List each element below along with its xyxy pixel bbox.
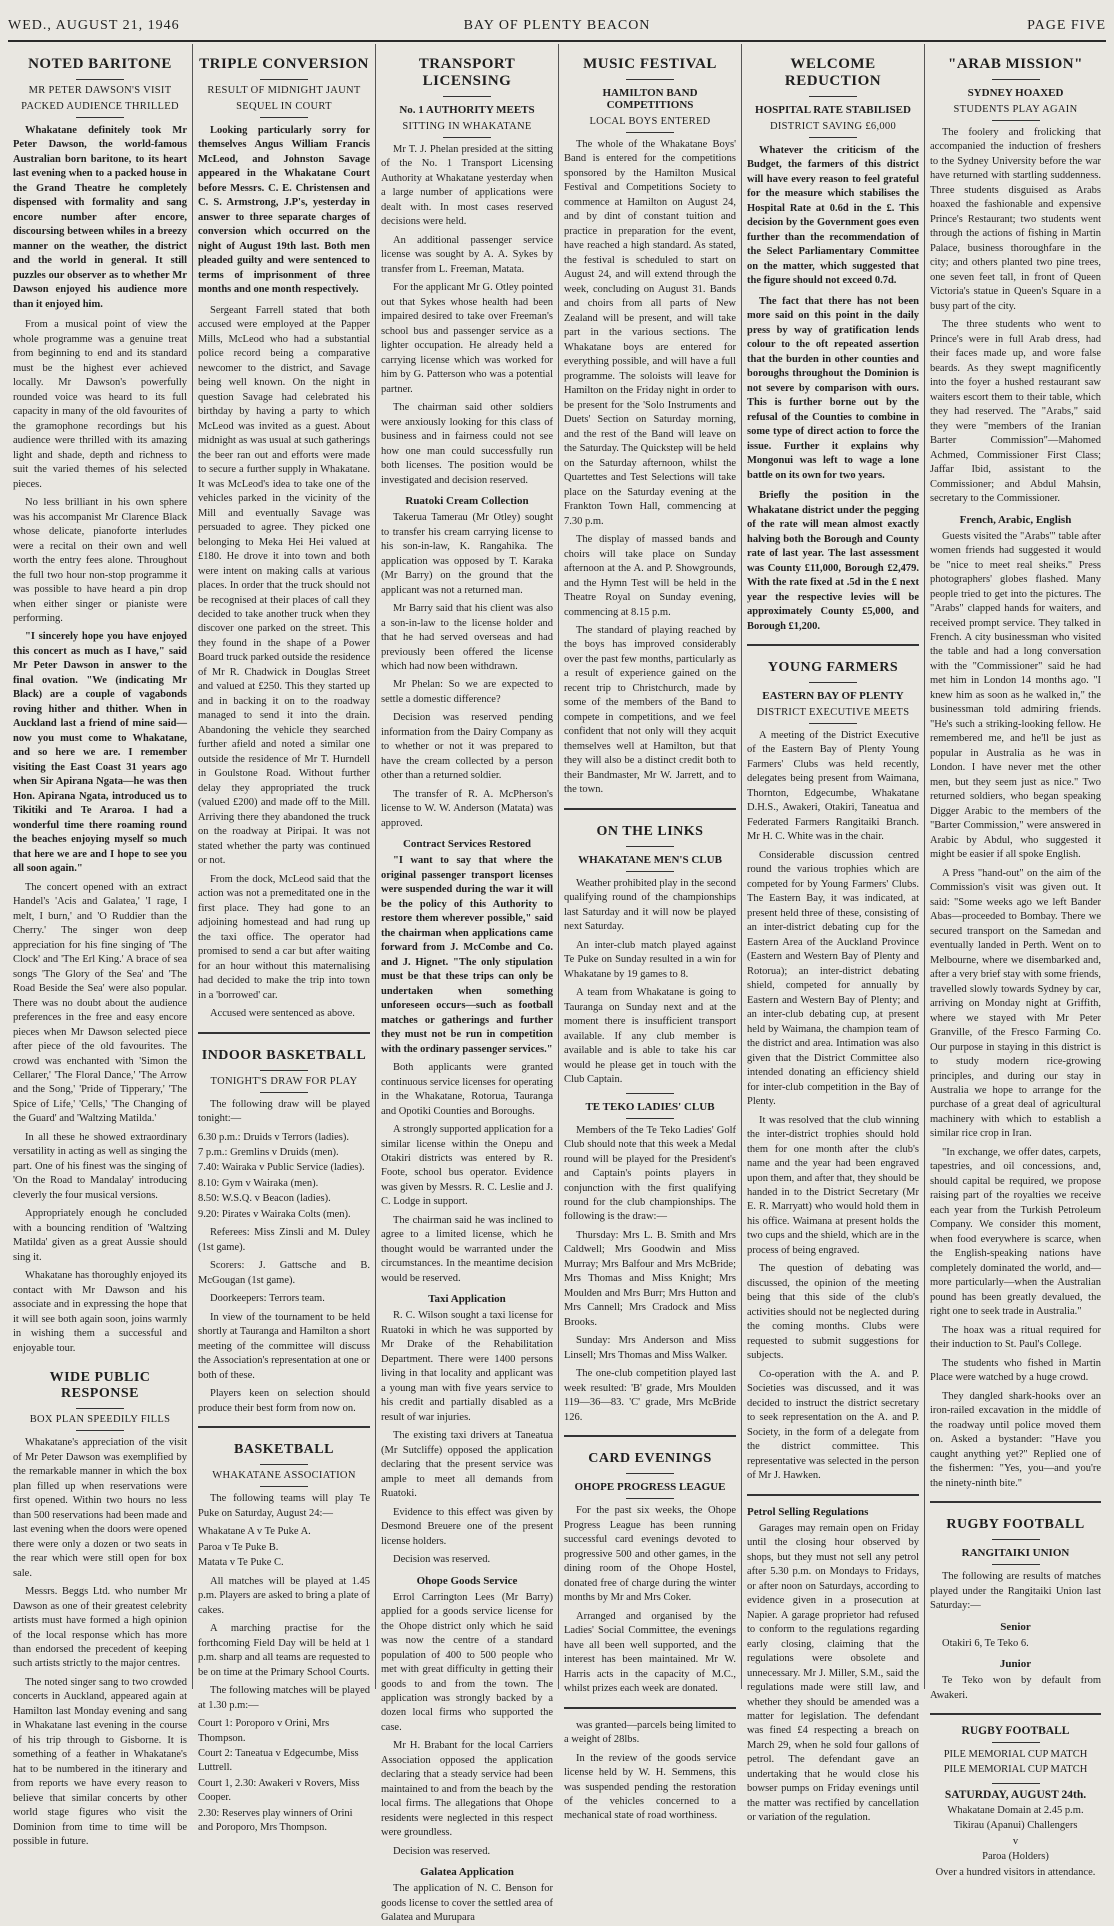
- paragraph: Accused were sentenced as above.: [210, 1008, 355, 1020]
- paragraph: Sergeant Farrell stated that both accused were employed at the Papper Mills, McLeod who had a substantial police record being a comparative newcomer to the district, and Savage being well known. On the night in question Savage had celebrated his birthday by having a party to which McLeod was invited as a guest. About midnight as was usual at such gatherings the beer ran out and efforts were made to secure a further supply in Whakatane. It was McLeod's idea to take one of the vehicles parked in the vicinity of the Mill and eventually Savage was persuaded to agree. They picked one belonging to Meka Hei Hei valued at £180. He drove it into town and both were intent on making calls at various places. In order that the truck should not be recognised at their places of call they decided to take another truck when they discover one parked on the street. This they found in the shape of a Power Board truck parked outside the residence of Mr R. Chadwick in Douglas Street and valued at £250. This they started up and in backing it on to the roadway managed to send it into the drain. Abandoning the vehicle they searched further afield and noted a similar one outside the residence of Mr T. Hurndell in Goulstone Road. Without further delay they appropriated the truck (valued £200) and made off to the Mill. Arriving there they abandoned the truck on the roadway at Piripai. It was not stated whether the party was continued or not.: [198, 304, 370, 867]
- page-number: PAGE FIVE: [1027, 18, 1106, 33]
- subheading: RANGITAIKI UNION: [961, 1547, 1070, 1560]
- fixture-line: Paroa v Te Puke B.: [198, 1541, 279, 1553]
- divider: [260, 1464, 308, 1465]
- grade-label: Senior: [1000, 1620, 1031, 1633]
- divider: [992, 120, 1040, 121]
- paragraph: The chairman said he was inclined to agree to a limited license, which he thought would be warranted under the circumstances. In the meantime decision would be reserved.: [381, 1214, 553, 1284]
- paragraph: Referees: Miss Zinsli and M. Duley (1st game).: [198, 1227, 370, 1253]
- crosshead: Ohope Goods Service: [416, 1574, 518, 1587]
- paragraph: An inter-club match played against Te Puke on Sunday resulted in a win for Whakatane by 19 games to 8.: [564, 939, 736, 980]
- crosshead: French, Arabic, English: [959, 513, 1072, 526]
- paragraph: From a musical point of view the whole programme was a genuine treat from beginning to end and its standard must be the highest ever achieved locally. Mr Dawson's powerfully rounded voice was heard to its full capacity in many of the old favourites of the gramophone recordings but his audience were thrilled with its amazing light and shade, depth and richness to suit the varied themes of his selected pieces.: [13, 319, 187, 490]
- advert-line: PILE MEMORIAL CUP MATCH: [943, 1764, 1088, 1776]
- divider: [626, 1118, 674, 1119]
- column-music-festival: [559, 44, 742, 1822]
- paragraph: The whole of the Whakatane Boys' Band is entered for the competitions sponsored by the Hamilton Musical Festival and Competitions Society to commence at Hamilton on August 24, and by dint of constant tuition and practice in preparation for the event, have reached a high standard. As stated, the festival is scheduled to start on August 24, and will extend through the week, concluding on August 31. Bands and choirs from all parts of New Zealand will be present, and will take part in the various sections. The Whakatane boys are entered for everything possible, and will have a full programme. The soloists will leave for Hamilton on the Friday night in order to be present for the 'Solo Instruments and Duets' Section on Saturday morning, and the rest of the Band will leave on the Saturday. The Quickstep will be held on the Saturday afternoon, whilst the Quartettes and Test Selections will take place on the Saturday evening at the Frankton Town Hall, commencing at 7.30 p.m.: [564, 139, 736, 527]
- divider: [260, 1070, 308, 1071]
- divider: [443, 96, 491, 97]
- subheading: DISTRICT EXECUTIVE MEETS: [756, 706, 910, 718]
- section-divider: [564, 808, 736, 810]
- paragraph: The students who fished in Martin Place were watched by a huge crowd.: [930, 1357, 1101, 1384]
- paragraph: Decision was reserved.: [393, 1845, 491, 1857]
- divider: [992, 1783, 1040, 1784]
- paragraph: They dangled shark-hooks over an iron-railed excavation in the middle of the roadway until police moved them on. Asked a bystander: "Have you caught anything yet?" Replied one of the fishermen: "Yes, you—and you're the ninety-ninth bite.": [930, 1390, 1101, 1489]
- paragraph: The following are results of matches played under the Rangitaiki Union last Saturday:—: [930, 1571, 1101, 1612]
- newspaper-name: BAY OF PLENTY BEACON: [463, 18, 651, 33]
- paragraph: For the applicant Mr G. Otley pointed out that Sykes whose health had been impaired desired to take over Freeman's school bus and passenger service as a lighter occupation. He already held a carrying license which was worked for him by G. Patterson who was a potential partner.: [381, 282, 553, 395]
- result-line: Otakiri 6, Te Teko 6.: [942, 1637, 1029, 1649]
- paragraph: "I want to say that where the original passenger transport licenses were suspended during the war it will be the policy of this Authority to restore them wherever possible," said the chairman when applications came forward from J. McCombe and Co. and J. Hignet. "The only stipulation must be that these trips can only be undertaken when something unforeseen occurs—such as football matches or gatherings and further they must not be run in competition with the ordinary passenger services.": [381, 855, 553, 1055]
- paragraph: A marching practise for the forthcoming Field Day will be held at 1 p.m. sharp and all teams are requested to be on time at the Primary School Courts.: [198, 1623, 370, 1678]
- paragraph: Mr H. Brabant for the local Carriers Association opposed the application declaring that a steady service had been maintained to and from the beach by the local firms. The allegations that Ohope residents were neglected in this respect were groundless.: [381, 1740, 553, 1839]
- divider: [260, 1486, 308, 1487]
- section-divider: [564, 1435, 736, 1437]
- fixture-line: Whakatane A v Te Puke A.: [198, 1526, 311, 1538]
- lead-paragraph: Looking particularly sorry for themselves Angus William Francis McLeod, and Johnston Savage appeared in the Whakatane Court before Messrs. C. E. Christensen and C. S. Armstrong, J.P's, yesterday in answer to three separate charges of conversion which occurred on the night of August 19th last. Both men pleaded guilty and were sentenced to terms of imprisonment of three months and one month respectively.: [198, 125, 370, 296]
- paragraph: The display of massed bands and choirs will take place on Sunday afternoon at the A. and P. Showgrounds, and the Hymn Test will be held in the Theatre Royal on Sunday evening, commencing at 8.15 p.m.: [564, 534, 736, 618]
- paragraph: From the dock, McLeod said that the action was not a premeditated one in the first place. They had gone to an adjoining homestead and had rung up the taxi office. The operator had promised to send a car but after waiting for an hour without this maternalising had decided to make the trip into town in a 'borrowed' car.: [198, 873, 370, 1001]
- paragraph: It was resolved that the club winning the inter-district trophies should hold them for one month after the club's name and the year had been engraved upon them, and after that, they should be handed in to the District Secretary (Mr E. R. Marryatt) who would hold them in his office. Waimana at present holds the two cups and the shield, which are in the process of being engraved.: [747, 1114, 919, 1256]
- divider: [626, 1498, 674, 1499]
- paragraph: In view of the tournament to be held shortly at Tauranga and Hamilton a short meeting of the committee will discuss the Association's representation at one or both of these.: [198, 1311, 370, 1381]
- paragraph: Considerable discussion centred round the various trophies which are competed for by Young Farmers' Clubs. The Eastern Bay, it was indicated, at present held three of these, consisting of an inter-district debating cup for the Eastern Area of the Auckland Province (Eastern and Western Bay of Plenty and Rotorua); an inter-district debating shield, competed for annually by Eastern and Western Bay of Plenty; and an inter-club debating cup, at present held by Waimana, the champion team of the district and area. Intimation was also given that the District Committee also intended donating an efficiency shield for inter-club competition in the Bay of Plenty.: [747, 849, 919, 1108]
- paragraph: A meeting of the District Executive of the Eastern Bay of Plenty Young Farmers' Clubs was held recently, delegates being present from Waimana, Thornton, Edgecumbe, Whakatane D.H.S., Awakeri, Otakiri, Taneatua and Federated Farmers Rangitaiki Branch. Mr H. C. White was in the chair.: [747, 729, 919, 843]
- draw-line: 7.40: Wairaka v Public Service (ladies).: [198, 1162, 365, 1174]
- paragraph: The existing taxi drivers at Taneatua (Mr Sutcliffe) opposed the application declaring that the present service was ample to meet all demands from Ruatoki.: [381, 1430, 553, 1500]
- subheading: SEQUEL IN COURT: [236, 101, 332, 112]
- divider: [992, 1742, 1040, 1743]
- divider: [809, 723, 857, 724]
- section-headline: CARD EVENINGS: [588, 1451, 712, 1467]
- section-headline: BASKETBALL: [234, 1442, 334, 1458]
- divider: [809, 682, 857, 683]
- paragraph: "I sincerely hope you have enjoyed this concert as much as I have," said Mr Peter Dawson in answer to the final ovation. "We (indicating Mr Black) are a couple of vagabonds roving hither and thither. When in Auckland last a friend of mine said—now you must come to Whakatane, and so here we are. I remember visiting the East Coast 31 years ago when Sir Apirana Ngata—he was then Hon. Apirana Ngata, introduced us to Tikitiki and Te Araroa. I had a wonderful time there roaming round the beaches enjoying myself so much that here we are and I hope to see you all soon again.": [13, 631, 187, 875]
- paragraph: The question of debating was discussed, the opinion of the meeting being that this side of the club's activities should not be neglected during the coming months. Clubs were requested to submit suggestions for subjects.: [747, 1263, 919, 1362]
- crosshead: Galatea Application: [420, 1866, 514, 1879]
- advert-date: SATURDAY, AUGUST 24th.: [944, 1788, 1087, 1801]
- fixture-line: Court 2: Taneatua v Edgecumbe, Miss Luttrell.: [198, 1747, 359, 1774]
- paragraph: The standard of playing reached by the boys has improved considerably over the past few months, particularly as a result of experience gained on the recent trip to Christchurch, made by some of the members of the Band to compete in competitions, and we feel confident that not only will they acquit themselves well at Hamilton, but that they will also be a distinct credit both to their Bandmaster, Mr W. Jarrett, and to the town.: [564, 624, 736, 796]
- advert-line: Over a hundred visitors in attendance.: [935, 1866, 1096, 1878]
- lead-paragraph: Briefly the position in the Whakatane district under the pegging of the rate will mean almost exactly halving both the Borough and County rate of last year. The last assessment was County £11,000, Borough £2,479. With the rate fixed at .5d in the £ next year the respective levies will be approximately County £5,000, and Borough £1,200.: [747, 490, 919, 632]
- subheading: WHAKATANE ASSOCIATION: [212, 1470, 356, 1482]
- paragraph: Whakatane's appreciation of the visit of Mr Peter Dawson was exemplified by the remarkable manner in which the box plan filled up when reservations were first opened. Within two hours no less than 500 reservations had been made and last evening when the doors were opened there were only a dozen or two seats in the rear which were still open for box sale.: [13, 1437, 187, 1579]
- section-divider: [930, 1713, 1101, 1715]
- fixture-line: Court 1: Poroporo v Orini, Mrs Thompson.: [198, 1718, 330, 1744]
- paragraph: Mr T. J. Phelan presided at the sitting of the No. 1 Transport Licensing Authority at Whakatane yesterday when a large number of applications were dealt with. In most cases reserved decisions were held.: [381, 144, 553, 228]
- divider: [260, 1092, 308, 1093]
- divider: [626, 79, 674, 80]
- subheading: MR PETER DAWSON'S VISIT: [28, 85, 172, 96]
- paragraph: An additional passenger service license was sought by A. A. Sykes by transfer from L. Freeman, Matata.: [381, 234, 553, 275]
- paragraph: Players keen on selection should produce their best form from now on.: [198, 1388, 370, 1414]
- advert-line: v: [1012, 1835, 1019, 1847]
- section-divider: [198, 1426, 370, 1428]
- headline: TRIPLE CONVERSION: [199, 56, 369, 72]
- lead-paragraph: Whakatane definitely took Mr Peter Dawson, the world-famous Australian born baritone, to its heart last evening when to a packed house in the Grand Theatre he completely dispensed with formality and sang encore number after encore, discoursing between whiles in a breezy manner on the weather, the district and the world in general. It still puzzles our observer as to whether Mr Dawson enjoyed his audience more than it enjoyed him.: [13, 125, 187, 310]
- divider: [809, 96, 857, 97]
- crosshead: Taxi Application: [428, 1293, 506, 1306]
- draw-line: 9.20: Pirates v Wairaka Colts (men).: [198, 1208, 351, 1220]
- crosshead: Contract Services Restored: [402, 838, 532, 851]
- paragraph: The chairman said other soldiers were anxiously looking for this class of business and in fairness could not see how one man could successfully run both licenses. The position would be investigated and decision reserved.: [381, 402, 553, 486]
- paragraph: The following teams will play Te Puke on Saturday, August 24:—: [198, 1493, 370, 1519]
- divider: [260, 79, 308, 80]
- paragraph: Arranged and organised by the Ladies' Social Committee, the evenings have all been well supported, and the interest has been maintained. Mr W. Harris acts in the capacity of M.C., whilst prizes each week are donated.: [564, 1610, 736, 1695]
- crosshead: Ruatoki Cream Collection: [405, 495, 529, 508]
- draw-line: 8.50: W.S.Q. v Beacon (ladies).: [198, 1193, 331, 1205]
- divider: [626, 1473, 674, 1474]
- divider: [443, 137, 491, 138]
- divider: [626, 846, 674, 847]
- paragraph: Garages may remain open on Friday until the closing hour observed by shops, but they must not sell any petrol after 5.30 p.m. on Mondays to Fridays, or after noon on Saturdays, according to evidence given in a prosecution at Napier. A garage proprietor had refused to conform to the regulations regarding early closing, claiming that the regulations were obsolete and unnecessary. Mr J. Miller, S.M., said the regulations made were still law, and whether they should be amended was a matter for legislation. The defendant was fined £4 respecting a breach on March 29, when he sold four gallons of petrol. The defendant gave an undertaking that he would close his bowser pumps on Friday evenings until the matter was rectified by cancellation or variation of the regulation.: [747, 1522, 919, 1824]
- paragraph: R. C. Wilson sought a taxi license for Ruatoki in which he was supported by Mr Drake of the Rehabilitation Department. There were 1400 persons living in that locality and applicant was a young man with five years service to his credit and partially disabled as a result of war injuries.: [381, 1310, 553, 1423]
- section-headline: ON THE LINKS: [596, 823, 704, 839]
- paragraph: "In exchange, we offer dates, carpets, tapestries, and oil concessions, and, should capital be required, we propose raising part of the royalties we receive each year from the Turkish Petroleum Company. We consider this moment, when food everywhere is scarce, when the English-speaking nations have completely dominated the world, and—more particularly—when the Australian pound has been greatly devalued, the right one to seek trade in Australia.": [930, 1146, 1101, 1318]
- subheading: EASTERN BAY OF PLENTY: [762, 689, 904, 702]
- paragraph: Decision was reserved pending information from the Dairy Company as to whether or not it was prepared to have the cream collected by a person other than a returned soldier.: [381, 712, 553, 782]
- subheading: RESULT OF MIDNIGHT JAUNT: [207, 85, 361, 96]
- subheading: STUDENTS PLAY AGAIN: [953, 104, 1078, 115]
- subheading: LOCAL BOYS ENTERED: [589, 116, 711, 127]
- subheading: TONIGHT'S DRAW FOR PLAY: [210, 1075, 358, 1087]
- masthead: [8, 14, 1106, 42]
- paragraph: A team from Whakatane is going to Tauranga on Sunday next and at the moment there is insufficient transport available. If any club member is available and is able to take his car would he please get in touch with the Club Captain.: [564, 987, 736, 1086]
- issue-date: WED., AUGUST 21, 1946: [8, 18, 180, 33]
- subheading: BOX PLAN SPEEDILY FILLS: [29, 1414, 171, 1426]
- subheading: PACKED AUDIENCE THRILLED: [21, 101, 179, 112]
- section-headline: YOUNG FARMERS: [767, 659, 899, 675]
- paragraph: Mr Barry said that his client was also a son-in-law to the license holder and that he had served overseas and had previously been offered the license which had now been withdrawn.: [381, 603, 553, 672]
- subheading: SYDNEY HOAXED: [967, 87, 1064, 99]
- paragraph: was granted—parcels being limited to a weight of 28lbs.: [564, 1719, 736, 1746]
- paragraph: In all these he showed extraordinary versatility in acting as well as singing the part. One of his finest was the singing of 'On the Road to Mandalay' introducing cleverly the four musical versions.: [13, 1131, 187, 1201]
- result-line: Te Teko won by default from Awakeri.: [930, 1675, 1101, 1701]
- divider: [626, 1093, 674, 1094]
- paragraph: Evidence to this effect was given by Desmond Breuere one of the present license holders.: [381, 1506, 553, 1547]
- subheading: No. 1 AUTHORITY MEETS: [399, 104, 535, 116]
- subheading: DISTRICT SAVING £6,000: [769, 121, 897, 132]
- paragraph: The transfer of R. A. McPherson's license to W. W. Anderson (Matata) was approved.: [381, 788, 553, 829]
- headline: NOTED BARITONE: [28, 56, 172, 72]
- advert-line: Tikirau (Apanui) Challengers: [953, 1820, 1078, 1832]
- subheading: SITTING IN WHAKATANE: [402, 121, 532, 132]
- paragraph: Decision was reserved.: [393, 1554, 491, 1566]
- paragraph: No less brilliant in his own sphere was his accompanist Mr Clarence Black whose delicate, pianoforte interludes were a recital on their own and well worth the entry fees alone. Throughout the full two hour non-stop programme it was possible to have heard a pin drop when either singer or pianiste were performing.: [13, 497, 187, 624]
- paragraph: Thursday: Mrs L. B. Smith and Mrs Caldwell; Mrs Goodwin and Miss Murray; Mrs Balfour and Mrs McBride; Mrs Thomas and Miss Knight; Mrs Moulden and Mrs Burr; Mrs Hutton and Mrs Cannell; Mrs Cradock and Miss Brooks.: [564, 1229, 736, 1328]
- paragraph: Guests visited the "Arabs'" table after women friends had suggested it would be "nice to meet real sheiks." Press photographers' globes flashed. Many people tried to get into the pictures. The "Arabs" clapped hands for waiters, and received prompt service. They talked in French. A city businessman who visited the table and had a long conversation with the "Commissioner" said he had met him in London 14 months ago. "I knew him as soon as he walked in," the businessman told admiring friends. "He's such a striking-looking fellow. He remembered me, and he'll be just as popular in Australia as he was in London. I have never met the other men, but they seem just as nice." Two returned soldiers, who began speaking Digger Arabic to the members of the "Barter Commission," were answered in Arabic by Abdul, who suggested it might be easier if all spoke English.: [930, 530, 1101, 861]
- paragraph: Co-operation with the A. and P. Societies was discussed, and it was decided to instruct the district secretary to seek representation on the A. and P. Society, in the form of a delegate from the district committee. This representative was selected in the person of Mr J. Hawken.: [747, 1368, 919, 1482]
- headline: WELCOME REDUCTION: [784, 56, 882, 89]
- paragraph: Sunday: Mrs Anderson and Miss Linsell; Mrs Thomas and Miss Walker.: [564, 1335, 736, 1361]
- divider: [626, 871, 674, 872]
- column-arab-mission: [925, 44, 1106, 1878]
- draw-line: 7 p.m.: Gremlins v Druids (men).: [198, 1147, 339, 1158]
- divider: [76, 1408, 124, 1409]
- headline: MUSIC FESTIVAL: [583, 56, 717, 72]
- paragraph: Errol Carrington Lees (Mr Barry) applied for a goods service license for the Ohope district only which he said was now the centre of a standard population of 400 to 500 people who met with great difficulty in getting their goods to and from the town. The application was strongly backed by a dozen local firms who supported the case.: [381, 1591, 553, 1733]
- column-noted-baritone: [8, 44, 193, 1848]
- divider: [260, 117, 308, 118]
- section-divider: [747, 644, 919, 646]
- paragraph: The foolery and frolicking that accompanied the induction of freshers to the Sydney University before the war have returned with startling suddenness. Three students disguised as Arabs hoaxed the fashionable and expensive Prince's Restaurant; two students went through the actions of fishing in Martin Palace, business thoroughfare in the city; and others planted two pine trees, one seven feet tall, in front of Queen Victoria's statue in Queen's Square in a busy part of the city.: [930, 127, 1101, 312]
- divider: [809, 137, 857, 138]
- paragraph: The following draw will be played tonight:—: [198, 1098, 370, 1125]
- draw-line: 8.10: Gym v Wairaka (men).: [198, 1177, 319, 1189]
- advert-line: Paroa (Holders): [982, 1851, 1049, 1863]
- paragraph: All matches will be played at 1.45 p.m. Players are asked to bring a plate of cakes.: [198, 1575, 370, 1616]
- paragraph: The hoax was a ritual required for their induction to St. Paul's College.: [930, 1324, 1101, 1351]
- grade-label: Junior: [999, 1658, 1032, 1671]
- paragraph: Takerua Tamerau (Mr Otley) sought to transfer his cream carrying license to his son-in-law, K. Rangahika. The application was opposed by T. Karaka (Mr Barry) on the ground that the applicant was not a returned man.: [381, 512, 553, 596]
- headline: TRANSPORT LICENSING: [418, 56, 516, 89]
- section-divider: [198, 1032, 370, 1034]
- divider: [992, 1564, 1040, 1565]
- paragraph: Whakatane has thoroughly enjoyed its contact with Mr Dawson and his associate and in expressing the hope that it will see both again soon, joins warmly in wishing them a successful and enjoyable tour.: [13, 1270, 187, 1354]
- paragraph: A Press "hand-out" on the aim of the Commission's visit was given out. It said: "Some weeks ago we left Bander Abas—proceeded to Bombay. There we secured transport on the Samedan and eventually landed in Perth. Went on to Melbourne, where we disembarked and, after a very brief stay with some friends, travelled slowly towards Sydney by car, arriving on Monday night at Griffith, where we stayed with Mr Peter Granville, of the Fresco Farming Co. Our purpose in staying in this district is to study modern rice-growing principles, and during our stay in Australia we hope to arrange for the purchase of a great deal of agricultural machinery with which to establish a similar rice crop in Iran.: [930, 867, 1101, 1140]
- section-headline: RUGBY FOOTBALL: [946, 1517, 1085, 1533]
- paragraph: In the review of the goods service license held by W. H. Semmens, this was suspended pending the restoration of the vehicles concerned to a mechanical state of road worthiness.: [564, 1752, 736, 1822]
- column-transport-licensing: [376, 44, 559, 1924]
- subheading: WHAKATANE MEN'S CLUB: [578, 853, 722, 866]
- column-triple-conversion: [193, 44, 376, 1834]
- column-welcome-reduction: [742, 44, 925, 1824]
- draw-line: 6.30 p.m.: Druids v Terrors (ladies).: [198, 1131, 350, 1143]
- paragraph: Both applicants were granted continuous service licenses for operating in the Whakatane, Rotorua, Tauranga and Opotiki Counties and Boroughs.: [381, 1062, 553, 1117]
- paragraph: Weather prohibited play in the second qualifying round of the championships last Saturday and it will now be played next Saturday.: [564, 877, 736, 933]
- paragraph: The application of N. C. Benson for goods license to cover the settled area of Galatea and Murupara: [381, 1883, 553, 1924]
- section-headline: WIDE PUBLIC RESPONSE: [49, 1370, 151, 1402]
- paragraph: The three students who went to Prince's were in full Arab dress, had their faces made up, and wore false beards. As they swept magnificently into the foyer a hushed restaurant saw waiters escort them to their table, which they had reserved. The "Arabs," said they were "members of the Iranian Barter Commission"—Mahomed Achmed, Commissioner First Class; Jaffar Ibid, assistant to the Commissioner; and Abdul Mahsin, secretary to the Commissioner.: [930, 319, 1101, 505]
- divider: [76, 1430, 124, 1431]
- paragraph: Mr Phelan: So we are expected to settle a domestic difference?: [381, 679, 553, 705]
- advert-title: RUGBY FOOTBALL: [961, 1724, 1070, 1737]
- divider: [992, 1539, 1040, 1540]
- section-divider: [930, 1501, 1101, 1503]
- divider: [76, 79, 124, 80]
- subheading: TE TEKO LADIES' CLUB: [585, 1100, 715, 1113]
- paragraph: The concert opened with an extract Handel's 'Acis and Galatea,' 'I rage, I melt, I burn,' and 'O Ruddier than the Cherry.' The singer won deep appreciation for his fine singing of 'The Clock' and 'The Erl King.' A brace of sea songs 'The Glory of the Sea' and 'The Road Beside the Sea' were also popular. There was no doubt about the audience preferences in the free and easy encore pieces when Mr Dawson selected piece after piece of the old favourites. The crowd was enchanted with 'Simon the Cellarer,' 'The Floral Dance,' 'The Arrow and the Song,' 'Pride of Tipperary,' 'The Spice of Life,' 'Cells,' 'The Changing of the Guard' and 'Waltzing Matilda.': [13, 881, 187, 1125]
- crosshead: Petrol Selling Regulations: [747, 1505, 869, 1518]
- fixture-line: Court 1, 2.30: Awakeri v Rovers, Miss Cooper.: [198, 1777, 360, 1804]
- subheading: OHOPE PROGRESS LEAGUE: [574, 1481, 726, 1494]
- paragraph: The following matches will be played at 1.30 p.m:—: [198, 1685, 370, 1711]
- lead-paragraph: Whatever the criticism of the Budget, the farmers of this district will have every reason to feel grateful for the measure which stabilises the Hospital Rate at 0.6d in the £. This decision by the Government goes even further than the recommendation of the Select Parliamentary Committee on the matter, which suggested that the figure should not exceed 0.7d.: [747, 145, 919, 287]
- subheading: HAMILTON BAND COMPETITIONS: [602, 87, 698, 111]
- paragraph: For the past six weeks, the Ohope Progress League has been running successful card evenings devoted to progressive 500 and other games, in the dining room of the Ohope Hostel, donated free of charge during the winter months by Mr and Mrs Coker.: [564, 1505, 736, 1604]
- paragraph: The noted singer sang to two crowded concerts in Auckland, appeared again at Hamilton last Monday evening and sang in Whakatane last evening in the course of his trip through to Gisborne. It is something of a feather in Whakatane's hat to be numbered in the itinerary and from reports we have every reason to believe that similar concerts by other world stage figures who visit the Dominion from time to time will be possible in future.: [13, 1676, 187, 1848]
- paragraph: Scorers: J. Gattsche and B. McGougan (1st game).: [198, 1260, 370, 1286]
- fixture-line: Matata v Te Puke C.: [198, 1557, 284, 1569]
- section-headline: INDOOR BASKETBALL: [201, 1047, 367, 1063]
- paragraph: Members of the Te Teko Ladies' Golf Club should note that this week a Medal round will be played for the President's and Captain's points players in conjunction with the first qualifying round for the club championships. The following is the draw:—: [564, 1124, 736, 1223]
- article-columns: [8, 44, 1106, 1924]
- section-divider: [564, 1707, 736, 1709]
- fixture-line: 2.30: Reserves play winners of Orini and Poroporo, Mrs Thompson.: [198, 1807, 353, 1834]
- divider: [76, 117, 124, 118]
- paragraph: A strongly supported application for a similar license within the Onepu and Otakiri districts was entered by R. Foote, school bus operator. Evidence was given by Messrs. R. C. Leslie and J. C. Lodge in support.: [381, 1124, 553, 1208]
- paragraph: Messrs. Beggs Ltd. who number Mr Dawson as one of their greatest celebrity artists must have formed a high opinion of the local response which has more than endorsed the precedent of keeping such artists strictly to the major centres.: [13, 1586, 187, 1670]
- subheading: HOSPITAL RATE STABILISED: [755, 104, 911, 116]
- paragraph: The one-club competition played last week resulted: 'B' grade, Mrs Moulden 119—36—83. 'C' grade, Mrs McBride 126.: [564, 1368, 736, 1423]
- divider: [992, 79, 1040, 80]
- section-divider: [747, 1494, 919, 1496]
- lead-paragraph: The fact that there has not been more said on this point in the daily press by way of gratification lends colour to the oft repeated assertion that the burden in other counties and boroughs throughout the Dominion is not severe by comparison with ours. This is further borne out by the refusal of the Counties to combine in some type of direct action to force the issue. Further it explains why Mongonui was left to wage a lone battle on its own for two years.: [747, 295, 919, 481]
- headline: "ARAB MISSION": [948, 56, 1083, 72]
- advert-line: PILE MEMORIAL CUP MATCH: [943, 1748, 1088, 1760]
- divider: [626, 132, 674, 133]
- advert-line: Whakatane Domain at 2.45 p.m.: [947, 1804, 1084, 1816]
- paragraph: Doorkeepers: Terrors team.: [210, 1293, 325, 1305]
- paragraph: Appropriately enough he concluded with a bouncing rendition of 'Waltzing Matilda' given as a great Aussie should sing it.: [13, 1208, 187, 1263]
